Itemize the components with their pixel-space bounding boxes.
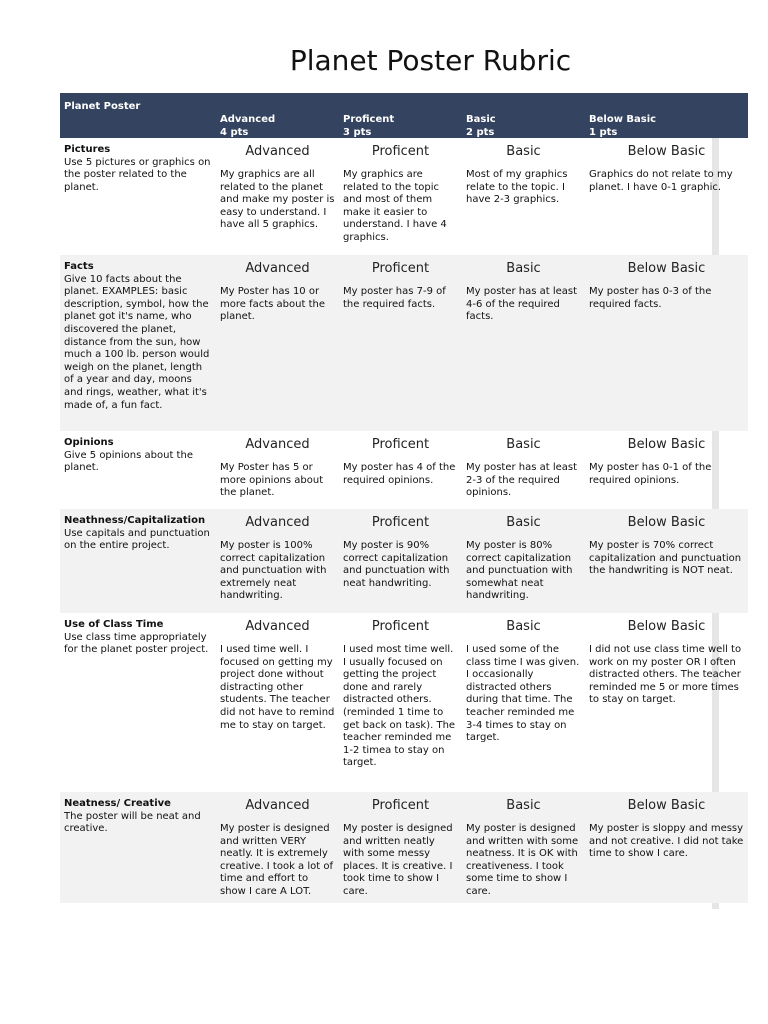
cell-level: Advanced xyxy=(245,515,310,530)
cell-level: Proficent xyxy=(371,437,430,452)
rubric-row-capitalization xyxy=(60,509,748,613)
rubric-row-facts xyxy=(60,255,748,431)
cell-text: My poster is designed and written with some neatness. It is OK with creativeness. I took some time to show I care. xyxy=(466,823,579,897)
rubric-cell xyxy=(585,509,748,613)
cell-level: Proficent xyxy=(371,144,430,159)
cell-level: Below Basic xyxy=(627,798,706,813)
rubric-cell xyxy=(339,509,462,613)
criterion-title: Neatness/ Creative xyxy=(64,798,171,809)
rubric-cell xyxy=(585,138,748,255)
cell-text: My Poster has 10 or more facts about the planet. xyxy=(220,286,325,323)
rubric-row-pictures xyxy=(60,138,748,255)
cell-level: Below Basic xyxy=(627,144,706,159)
level-name: Advanced xyxy=(220,114,276,125)
page-title: Planet Poster Rubric xyxy=(289,44,572,77)
cell-level: Proficent xyxy=(371,261,430,276)
criterion-description: Use class time appropriately for the planet poster project. xyxy=(64,631,209,656)
criterion-description: Give 5 opinions about the planet. xyxy=(64,449,193,474)
cell-text: My poster has at least 4-6 of the required facts. xyxy=(466,286,578,323)
cell-text: My poster has at least 2-3 of the required opinions. xyxy=(466,462,578,499)
criterion-title: Opinions xyxy=(64,437,114,448)
level-points: 2 pts xyxy=(466,127,495,138)
cell-text: My poster has 0-1 of the required opinions. xyxy=(589,462,712,486)
cell-text: My poster has 7-9 of the required facts. xyxy=(343,286,446,310)
criterion-title: Neathness/Capitalization xyxy=(64,515,206,526)
rubric-cell xyxy=(339,431,462,509)
criterion-cell xyxy=(60,613,216,792)
rubric-cell xyxy=(462,613,585,792)
rubric-cell xyxy=(216,255,339,431)
cell-text: My poster is designed and written VERY neatly. It is extremely creative. I took a lot of time and effort to show I care A LOT. xyxy=(220,823,333,897)
level-header-basic xyxy=(462,93,585,139)
cell-level: Basic xyxy=(506,437,541,452)
rubric-cell xyxy=(585,613,748,792)
cell-text: My poster is 70% correct capitalization and punctuation the handwriting is NOT neat. xyxy=(589,540,742,577)
cell-text: I used most time well. I usually focused on getting the project done and rarely distracted others. (reminded 1 time to get back on task). The teacher reminded me 1-2 timea to stay on target. xyxy=(343,644,456,769)
cell-text: Graphics do not relate to my planet. I have 0-1 graphic. xyxy=(589,169,733,193)
level-header-below-basic xyxy=(585,93,748,139)
cell-level: Below Basic xyxy=(627,515,706,530)
cell-level: Basic xyxy=(506,144,541,159)
cell-text: My Poster has 5 or more opinions about the planet. xyxy=(220,462,324,499)
cell-level: Basic xyxy=(506,798,541,813)
cell-level: Basic xyxy=(506,515,541,530)
rubric-cell xyxy=(462,431,585,509)
cell-level: Advanced xyxy=(245,437,310,452)
level-name: Below Basic xyxy=(589,114,657,125)
rubric-row-creative xyxy=(60,792,748,903)
cell-level: Advanced xyxy=(245,261,310,276)
rubric-cell xyxy=(462,138,585,255)
cell-text: Most of my graphics relate to the topic. I have 2-3 graphics. xyxy=(466,169,568,206)
criterion-description: Give 10 facts about the planet. EXAMPLES: basic description, symbol, how the planet got it's name, who discovered the planet, distance from the sun, how much a 100 lb. person would weigh on the planet, length of a year and day, moons and rings, weather, what it's made of, a fun fact. xyxy=(64,273,210,411)
rubric-row-class-time xyxy=(60,613,748,792)
level-points: 1 pts xyxy=(589,127,618,138)
criterion-title: Use of Class Time xyxy=(64,619,164,630)
cell-text: I used some of the class time I was given. I occasionally distracted others during that time. The teacher reminded me 3-4 times to stay on target. xyxy=(466,644,580,744)
rubric-cell xyxy=(462,792,585,905)
rubric-cell xyxy=(585,431,748,509)
cell-text: My graphics are all related to the planet and make my poster is easy to understand. I have all 5 graphics. xyxy=(220,169,335,231)
level-header-advanced xyxy=(216,93,339,139)
level-points: 4 pts xyxy=(220,127,249,138)
cell-text: I used time well. I focused on getting my project done without distracting other students. The teacher did not have to remind me to stay on target. xyxy=(220,644,335,731)
rubric-table xyxy=(60,93,748,903)
rubric-cell xyxy=(216,138,339,255)
cell-text: My poster is 90% correct capitalization and punctuation with neat handwriting. xyxy=(343,540,450,589)
cell-text: My poster is sloppy and messy and not creative. I did not take time to show I care. xyxy=(589,823,744,860)
rubric-cell xyxy=(585,255,748,431)
rubric-cell xyxy=(339,792,462,905)
cell-level: Advanced xyxy=(245,144,310,159)
rubric-cell xyxy=(216,613,339,792)
criterion-title: Pictures xyxy=(64,144,111,155)
criterion-title: Facts xyxy=(64,261,94,272)
rubric-cell xyxy=(462,255,585,431)
cell-text: My poster is 80% correct capitalization and punctuation with somewhat neat handwriting. xyxy=(466,540,573,602)
criterion-cell xyxy=(60,792,216,905)
rubric-row-opinions xyxy=(60,431,748,509)
rubric-cell xyxy=(216,431,339,509)
cell-level: Basic xyxy=(506,619,541,634)
criterion-cell xyxy=(60,431,216,509)
cell-level: Advanced xyxy=(245,798,310,813)
rubric-cell xyxy=(216,792,339,905)
cell-level: Advanced xyxy=(245,619,310,634)
cell-text: My poster is 100% correct capitalization and punctuation with extremely neat handwriting. xyxy=(220,540,327,602)
rubric-cell xyxy=(585,792,748,905)
cell-level: Proficent xyxy=(371,798,430,813)
cell-level: Basic xyxy=(506,261,541,276)
criterion-cell xyxy=(60,138,216,255)
cell-text: I did not use class time well to work on my poster OR I often distracted others. The teacher reminded me 5 or more times to stay on target. xyxy=(589,644,742,706)
rubric-cell xyxy=(339,613,462,792)
cell-text: My poster has 4 of the required opinions. xyxy=(343,462,456,486)
criterion-description: Use capitals and punctuation on the entire project. xyxy=(64,527,210,552)
level-name: Basic xyxy=(466,114,496,125)
criterion-cell xyxy=(60,509,216,613)
criteria-header: Planet Poster xyxy=(64,101,141,112)
cell-level: Below Basic xyxy=(627,619,706,634)
criterion-description: The poster will be neat and creative. xyxy=(64,810,201,835)
rubric-cell xyxy=(462,509,585,613)
cell-level: Below Basic xyxy=(627,437,706,452)
rubric-cell xyxy=(339,138,462,255)
rubric-header xyxy=(60,93,748,138)
criterion-description: Use 5 pictures or graphics on the poster related to the planet. xyxy=(64,156,211,193)
cell-level: Below Basic xyxy=(627,261,706,276)
cell-text: My poster is designed and written neatly with some messy places. It is creative. I took time to show I care. xyxy=(343,823,453,897)
cell-text: My poster has 0-3 of the required facts. xyxy=(589,286,712,310)
criterion-cell xyxy=(60,255,216,431)
rubric-cell xyxy=(216,509,339,613)
rubric-cell xyxy=(339,255,462,431)
cell-level: Proficent xyxy=(371,619,430,634)
cell-level: Proficent xyxy=(371,515,430,530)
level-name: Proficent xyxy=(343,114,395,125)
level-points: 3 pts xyxy=(343,127,372,138)
cell-text: My graphics are related to the topic and most of them make it easier to understand. I have 4 graphics. xyxy=(343,169,447,243)
level-header-proficient xyxy=(339,93,462,139)
